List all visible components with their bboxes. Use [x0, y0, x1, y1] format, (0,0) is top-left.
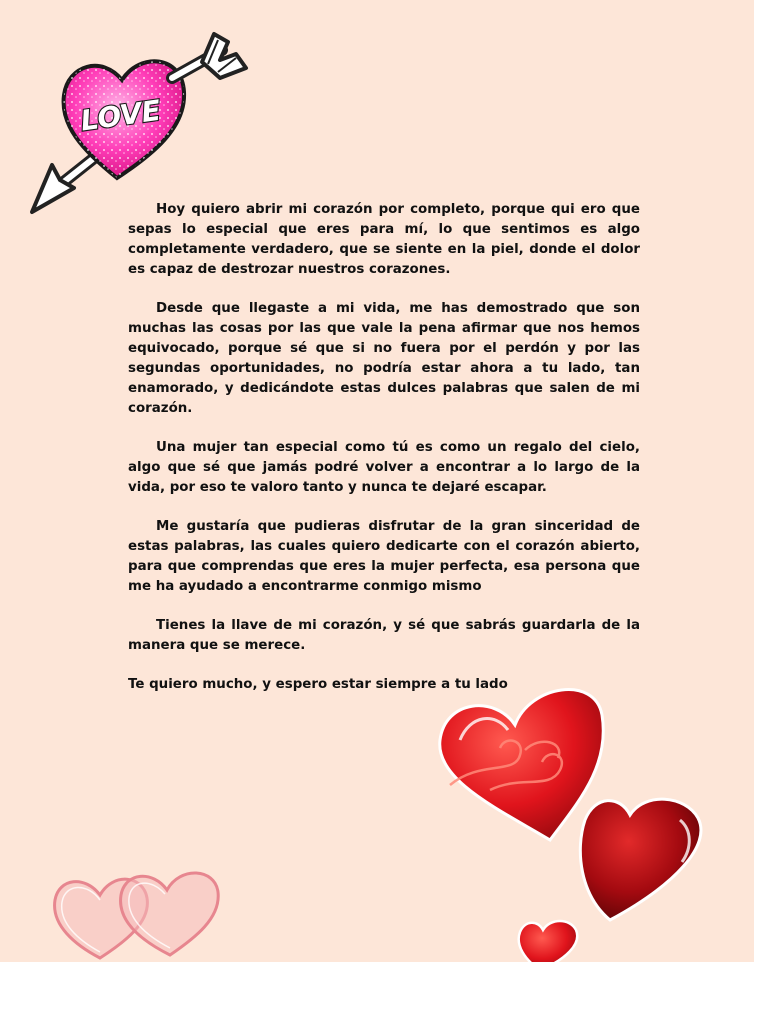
paragraph-5: Tienes la llave de mi corazón, y sé que sabrás guardarla de la manera que se merece. — [128, 618, 640, 653]
closing-line: Te quiero mucho, y espero estar siempre a tu lado — [128, 677, 508, 692]
arrow-fletching — [202, 34, 246, 78]
letter-body — [128, 200, 640, 695]
love-heart-arrow-icon — [22, 20, 272, 220]
paragraph-4: Me gustaría que pudieras disfrutar de la gran sinceridad de estas palabras, las cuales quiero dedicarte con el corazón abierto, para que comprendas que eres la mujer perfecta, esa persona que me ha ayudado a encontrarme conmigo mismo — [128, 519, 640, 594]
pink-interlocked-hearts-icon — [45, 860, 230, 962]
paragraph-3: Una mujer tan especial como tú es como un regalo del cielo, algo que sé que jamás podré volver a encontrar a lo largo de la vida, por eso te valoro tanto y nunca te dejaré escapar. — [128, 440, 640, 495]
paragraph-2: Desde que llegaste a mi vida, me has demostrado que son muchas las cosas por las que vale la pena afirmar que nos hemos equivocado, porque sé que si no fuera por el perdón y por las segundas oportunidades, no podría estar ahora a tu lado, tan enamorado, y dedicándote estas dulces palabras que salen de mi corazón. — [128, 301, 640, 416]
large-red-heart — [440, 690, 604, 840]
paragraph-1: Hoy quiero abrir mi corazón por completo, porque qui ero que sepas lo especial que eres para mí, lo que sentimos es algo completamente verdadero, que se siente en la piel, donde el dolor es capaz de destrozar nuestros corazones. — [128, 202, 640, 277]
small-red-heart — [519, 921, 578, 962]
love-text: LOVE — [78, 93, 163, 138]
red-hearts-icon — [430, 670, 730, 962]
